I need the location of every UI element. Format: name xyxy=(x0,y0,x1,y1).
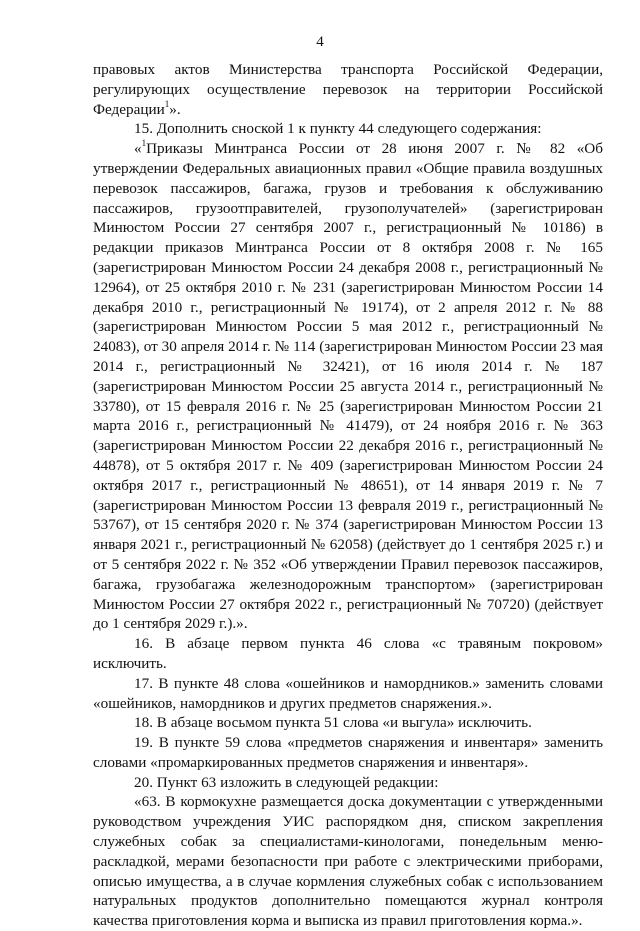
paragraph-intro-continuation: правовых актов Министерства транспорта Российской Федерации, регулирующих осуществление перевозок на территории Российской Федерации$^1$». xyxy=(93,61,603,118)
page-number: 4 xyxy=(316,34,324,50)
paragraph-item-17: 17. В пункте 48 слова «ошейников и намордников.» заменить словами «ошейников, намордников и других предметов снаряжения.». xyxy=(93,674,603,712)
paragraph-item-63-text: «63. В кормокухне размещается доска документации с утвержденными руководством учреждения УИС распорядком дня, списком закрепления служебных собак за специалистами-кинологами, понедельным меню-раскладкой, мерами безопасности при работе с электрическими приборами, описью имущества, а в случае кормления служебных собак с использованием натуральных продуктов дополнительно помещаются журнал контроля качества приготовления корма и выписка из правил приготовления корма.». xyxy=(93,793,603,930)
paragraph-item-20: 20. Пункт 63 изложить в следующей редакции: xyxy=(134,773,439,791)
paragraph-item-19: 19. В пункте 59 слова «предметов снаряжения и инвентаря» заменить словами «промаркированных предметов снаряжения и инвентаря». xyxy=(93,734,603,771)
paragraph-item-16: 16. В абзаце первом пункта 46 слова «с травяным покровом» исключить. xyxy=(93,635,603,672)
document-body xyxy=(93,60,603,931)
footnote-ref: 1 xyxy=(141,138,147,149)
paragraph-item-15: 15. Дополнить сноской 1 к пункту 44 следующего содержания: xyxy=(134,120,542,138)
footnote-ref: 1 xyxy=(164,98,170,109)
paragraph-footnote-text: «$^1$Приказы Минтранса России от 28 июня 2007 г. № 82 «Об утверждении Федеральных авиационных правил «Общие правила воздушных перевозок пассажиров, багажа, грузов и требования к обслуживанию пассажиров, грузоотправителей, грузополучателей» (зарегистрирован Минюстом России 27 сентября 2007 г., регистрационный № 10186) в редакции приказов Минтранса России от 8 октября 2008 г. № 165 (зарегистрирован Минюстом России 24 декабря 2008 г., регистрационный № 12964), от 25 октября 2010 г. № 231 (зарегистрирован Минюстом России 14 декабря 2010 г., регистрационный № 19174), от 2 апреля 2012 г. № 88 (зарегистрирован Минюстом России 5 мая 2012 г., регистрационный № 24083), от 30 апреля 2014 г. № 114 (зарегистрирован Минюстом России 23 мая 2014 г., регистрационный № 32421), от 16 июля 2014 г. № 187 (зарегистрирован Минюстом России 25 августа 2014 г., регистрационный № 33780), от 15 февраля 2016 г. № 25 (зарегистрирован Минюстом России 21 марта 2016 г., регистрационный № 41479), от 24 ноября 2016 г. № 363 (зарегистрирован Минюстом России 22 декабря 2016 г., регистрационный № 44878), от 5 октября 2017 г. № 409 (зарегистрирован Минюстом России 24 октября 2017 г., регистрационный № 48651), от 14 января 2019 г. № 7 (зарегистрирован Минюстом России 13 февраля 2019 г., регистрационный № 53767), от 15 сентября 2020 г. № 374 (зарегистрирован Минюстом России 13 января 2021 г., регистрационный № 62058) (действует до 1 сентября 2025 г.) и от 5 сентября 2022 г. № 352 «Об утверждении Правил перевозок пассажиров, багажа, грузобагажа железнодорожным транспортом» (зарегистрирован Минюстом России 27 октября 2022 г., регистрационный № 70720) (действует до 1 сентября 2029 г.).». xyxy=(93,138,603,633)
paragraph-item-18: 18. В абзаце восьмом пункта 51 слова «и выгула» исключить. xyxy=(134,714,532,732)
